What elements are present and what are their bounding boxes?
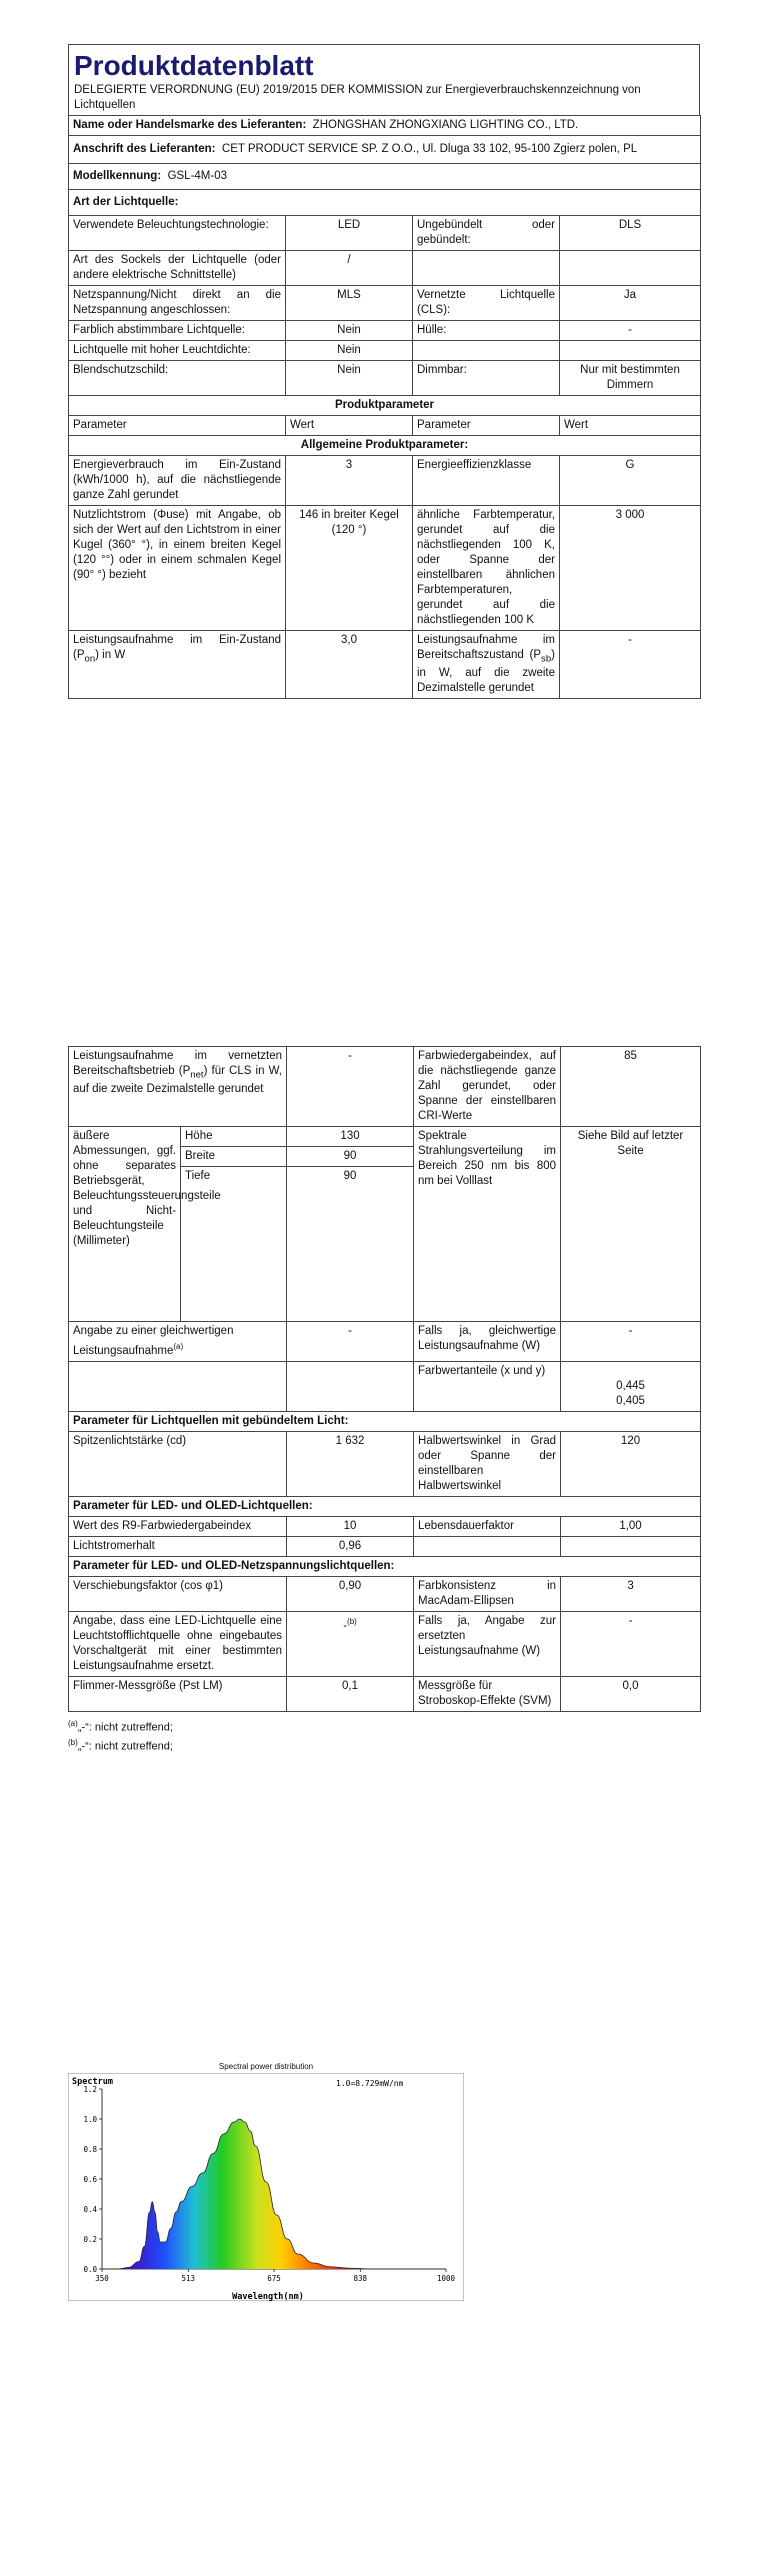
chart-title: Spectral power distribution (218, 2062, 314, 2071)
replace-value: - (343, 1619, 348, 1632)
lighttype-label: Verwendete Beleuchtungstechnologie: (69, 216, 286, 251)
param-label (69, 1047, 287, 1127)
footnote-ref: (b) (347, 1616, 357, 1626)
param-label: Falls ja, gleichwertige Leistungsaufnahme (W) (414, 1322, 561, 1362)
param-label: Spitzenlichtstärke (cd) (69, 1431, 287, 1496)
dim-value: 130 (287, 1127, 414, 1147)
lighttype-label (413, 341, 560, 361)
dim-label: Tiefe (181, 1167, 287, 1322)
standby-net-label-b: ) für CLS in W, auf die zweite Dezimalstelle gerundet (73, 1065, 282, 1096)
param-label: Lebensdauerfaktor (414, 1516, 561, 1536)
model-row (69, 164, 701, 190)
param-label: Halbwertswinkel in Grad oder Spanne der einstellbaren Halbwertswinkel (414, 1431, 561, 1496)
datasheet-page-2 (68, 1046, 700, 1755)
footnote-mark: (b) (68, 1738, 78, 1748)
lighttype-row (69, 286, 701, 321)
param-label: Flimmer-Messgröße (Pst LM) (69, 1676, 287, 1711)
param-label: Farbkonsistenz in MacAdam-Ellipsen (414, 1576, 561, 1611)
dim-value: 90 (287, 1167, 414, 1322)
col-header-value: Wert (560, 416, 701, 436)
lighttype-value: Nur mit bestimmten Dimmern (560, 361, 701, 396)
y-tick-label: 0.4 (83, 2205, 97, 2214)
header-block (68, 44, 700, 115)
param-label: Angabe, dass eine LED-Lichtquelle eine Leuchtstofflichtquelle ohne eingebautes Vorschaltgerät mit einer bestimmten Leistungsaufnahme ersetzt. (69, 1611, 287, 1676)
param-value: G (560, 456, 701, 506)
y-tick-label: 0.0 (83, 2265, 97, 2274)
param-value: - (287, 1047, 414, 1127)
param-value: - (560, 631, 701, 699)
chroma-spacer (565, 1364, 696, 1379)
lighttype-row (69, 251, 701, 286)
supplier-table (68, 115, 701, 699)
lighttype-label: Blendschutzschild: (69, 361, 286, 396)
param-label: Nutzlichtstrom (Φuse) mit Angabe, ob sich der Wert auf den Lichtstrom in einer Kugel (360° °), in einem breiten Kegel (120 °°) oder in einem schmalen Kegel (90° °) bezieht (69, 506, 286, 631)
x-tick-label: 838 (353, 2274, 368, 2283)
x-tick-label: 513 (181, 2274, 196, 2283)
param-row (69, 1431, 701, 1496)
general-row (69, 456, 701, 506)
supplier-address-value: CET PRODUCT SERVICE SP. Z O.O., Ul. Dluga 33 102, 95-100 Zgierz polen, PL (221, 143, 638, 155)
param-label (69, 631, 286, 699)
param-label: Energieverbrauch im Ein-Zustand (kWh/1000 h), auf die nächstliegende ganze Zahl gerundet (69, 456, 286, 506)
lighttype-value: LED (286, 216, 413, 251)
lighttype-row (69, 341, 701, 361)
param-value: 3 000 (560, 506, 701, 631)
supplier-name-value: ZHONGSHAN ZHONGXIANG LIGHTING CO., LTD. (312, 119, 579, 131)
param-value: 120 (561, 1431, 701, 1496)
supplier-address-label: Anschrift des Lieferanten: (73, 143, 216, 155)
param-row (69, 1536, 701, 1556)
lighttype-value: Nein (286, 361, 413, 396)
empty-cell (414, 1536, 561, 1556)
regulation-text: DELEGIERTE VERORDNUNG (EU) 2019/2015 DER KOMMISSION zur Energieverbrauchskennzeichnung von Lichtquellen (74, 84, 641, 111)
param-row (69, 1611, 701, 1676)
param-label: Spektrale Strahlungsverteilung im Bereich 250 nm bis 800 nm bei Volllast (414, 1127, 561, 1322)
param-label: Farbwertanteile (x und y) (414, 1361, 561, 1411)
light-type-heading: Art der Lichtquelle: (69, 190, 701, 216)
params-header-row (69, 416, 701, 436)
x-tick-label: 675 (267, 2274, 281, 2283)
lighttype-value (560, 251, 701, 286)
standby-net-label-a: Leistungsaufnahme im vernetzten Bereitschaftsbetrieb (P (73, 1050, 283, 1077)
general-row (69, 631, 701, 699)
dim-label: Höhe (181, 1127, 287, 1147)
param-value: 85 (561, 1047, 701, 1127)
param-value (561, 1361, 701, 1411)
power-sb-sub: sb (541, 653, 552, 665)
y-axis-title: Spectrum (72, 2077, 113, 2087)
param-label (413, 631, 560, 699)
param-value: - (287, 1322, 414, 1362)
product-params-heading: Produktparameter (69, 396, 701, 416)
param-label: äußere Abmessungen, ggf. ohne separates Betriebsgerät, Beleuchtungssteuerungsteile und Nicht-Beleuchtungsteile (Millimeter) (69, 1127, 181, 1322)
x-axis-title: Wavelength(nm) (232, 2292, 304, 2301)
standby-net-sub: net (190, 1069, 204, 1081)
param-row (69, 1516, 701, 1536)
param-value: 3,0 (286, 631, 413, 699)
params-table-2 (68, 1046, 701, 1712)
param-value: 0,1 (287, 1676, 414, 1711)
y-tick-label: 0.2 (83, 2235, 97, 2244)
power-on-sub: on (84, 653, 96, 665)
directional-heading: Parameter für Lichtquellen mit gebündeltem Licht: (69, 1411, 701, 1431)
param-label: Messgröße für Stroboskop-Effekte (SVM) (414, 1676, 561, 1711)
param-value (287, 1611, 414, 1676)
lighttype-label: Farblich abstimmbare Lichtquelle: (69, 321, 286, 341)
lighttype-row (69, 361, 701, 396)
y-tick-label: 0.6 (83, 2175, 97, 2184)
equiv-label: Angabe zu einer gleichwertigen Leistungsaufnahme (73, 1325, 234, 1357)
dim-label: Breite (181, 1147, 287, 1167)
param-label: Falls ja, Angabe zur ersetzten Leistungsaufnahme (W) (414, 1611, 561, 1676)
param-label: ähnliche Farbtemperatur, gerundet auf die nächstliegenden 100 K, oder Spanne der einstellbaren ähnlichen Farbtemperaturen, gerundet auf die nächstliegenden 100 K (413, 506, 560, 631)
footnote-ref: (a) (173, 1342, 184, 1351)
power-on-label-a: Leistungsaufnahme im Ein-Zustand (P (73, 634, 281, 661)
datasheet-page-1 (68, 44, 700, 699)
lighttype-label: Dimmbar: (413, 361, 560, 396)
lighttype-value: Ja (560, 286, 701, 321)
chart-annotation: 1.0=8.729mW/nm (336, 2079, 404, 2088)
lighttype-value: Nein (286, 321, 413, 341)
col-header-param: Parameter (413, 416, 560, 436)
x-tick-label: 1000 (436, 2274, 456, 2283)
spectrum-plot (68, 2073, 464, 2301)
chroma-x: 0,445 (616, 1379, 645, 1392)
lighttype-value: MLS (286, 286, 413, 321)
param-value: 1 632 (287, 1431, 414, 1496)
footnote-text: „-“: nicht zutreffend; (77, 1721, 173, 1734)
param-label (69, 1322, 287, 1362)
lighttype-row (69, 321, 701, 341)
param-row (69, 1676, 701, 1711)
empty-cell (561, 1536, 701, 1556)
lighttype-label: Netzspannung/Nicht direkt an die Netzspannung angeschlossen: (69, 286, 286, 321)
param-value: Siehe Bild auf letzter Seite (561, 1127, 701, 1322)
y-tick-label: 1.2 (83, 2085, 97, 2094)
lighttype-value: Nein (286, 341, 413, 361)
general-params-heading: Allgemeine Produktparameter: (69, 436, 701, 456)
param-value: - (561, 1322, 701, 1362)
y-tick-label: 0.8 (83, 2145, 97, 2154)
param-row (69, 1361, 701, 1411)
param-value: 0,90 (287, 1576, 414, 1611)
param-label: Lichtstromerhalt (69, 1536, 287, 1556)
lighttype-label: Vernetzte Lichtquelle (CLS): (413, 286, 560, 321)
param-label: Farbwiedergabeindex, auf die nächstliegende ganze Zahl gerundet, oder Spanne der einstellbaren CRI-Werte (414, 1047, 561, 1127)
param-label: Wert des R9-Farbwiedergabeindex (69, 1516, 287, 1536)
lighttype-label: Ungebündelt oder gebündelt: (413, 216, 560, 251)
model-value: GSL-4M-03 (167, 170, 227, 182)
dim-value: 90 (287, 1147, 414, 1167)
col-header-value: Wert (286, 416, 413, 436)
led-heading: Parameter für LED- und OLED-Lichtquellen: (69, 1496, 701, 1516)
lighttype-value: / (286, 251, 413, 286)
model-label: Modellkennung: (73, 170, 162, 182)
lighttype-label: Lichtquelle mit hoher Leuchtdichte: (69, 341, 286, 361)
lighttype-value (560, 341, 701, 361)
footnote-b (68, 1735, 700, 1755)
page-title: Produktdatenblatt (74, 50, 314, 81)
power-sb-label-b: ) in W, auf die zweite Dezimalstelle gerundet (417, 649, 555, 695)
param-value: 0,96 (287, 1536, 414, 1556)
lighttype-value: DLS (560, 216, 701, 251)
footnote-text: „-“: nicht zutreffend; (77, 1741, 173, 1754)
supplier-address-row (69, 136, 701, 164)
empty-cell (287, 1361, 414, 1411)
lighttype-row (69, 216, 701, 251)
col-header-param: Parameter (69, 416, 286, 436)
lighttype-label: Art des Sockels der Lichtquelle (oder andere elektrische Schnittstelle) (69, 251, 286, 286)
power-on-label-b: ) in W (95, 649, 126, 661)
param-label: Energieeffizienzklasse (413, 456, 560, 506)
chroma-y: 0,405 (616, 1394, 645, 1407)
x-tick-label: 350 (95, 2274, 109, 2283)
param-row (69, 1576, 701, 1611)
param-row (69, 1322, 701, 1362)
param-value: 3 (561, 1576, 701, 1611)
param-row (69, 1127, 701, 1147)
param-value: 1,00 (561, 1516, 701, 1536)
param-label: Verschiebungsfaktor (cos φ1) (69, 1576, 287, 1611)
lighttype-label: Hülle: (413, 321, 560, 341)
param-value: 3 (286, 456, 413, 506)
y-tick-label: 1.0 (83, 2115, 97, 2124)
param-value: 0,0 (561, 1676, 701, 1711)
power-sb-label-a: Leistungsaufnahme im Bereitschaftszustand (P (417, 634, 555, 661)
lighttype-label (413, 251, 560, 286)
footnote-mark: (a) (68, 1718, 78, 1728)
mains-heading: Parameter für LED- und OLED-Netzspannungslichtquellen: (69, 1556, 701, 1576)
param-value: 10 (287, 1516, 414, 1536)
lighttype-value: - (560, 321, 701, 341)
supplier-name-row (69, 116, 701, 136)
spectrum-chart (68, 2062, 464, 2304)
footnote-a (68, 1716, 700, 1736)
param-value: - (561, 1611, 701, 1676)
param-row (69, 1047, 701, 1127)
supplier-name-label: Name oder Handelsmarke des Lieferanten: (73, 119, 307, 131)
empty-cell (69, 1361, 287, 1411)
general-row (69, 506, 701, 631)
param-value: 146 in breiter Kegel (120 °) (286, 506, 413, 631)
